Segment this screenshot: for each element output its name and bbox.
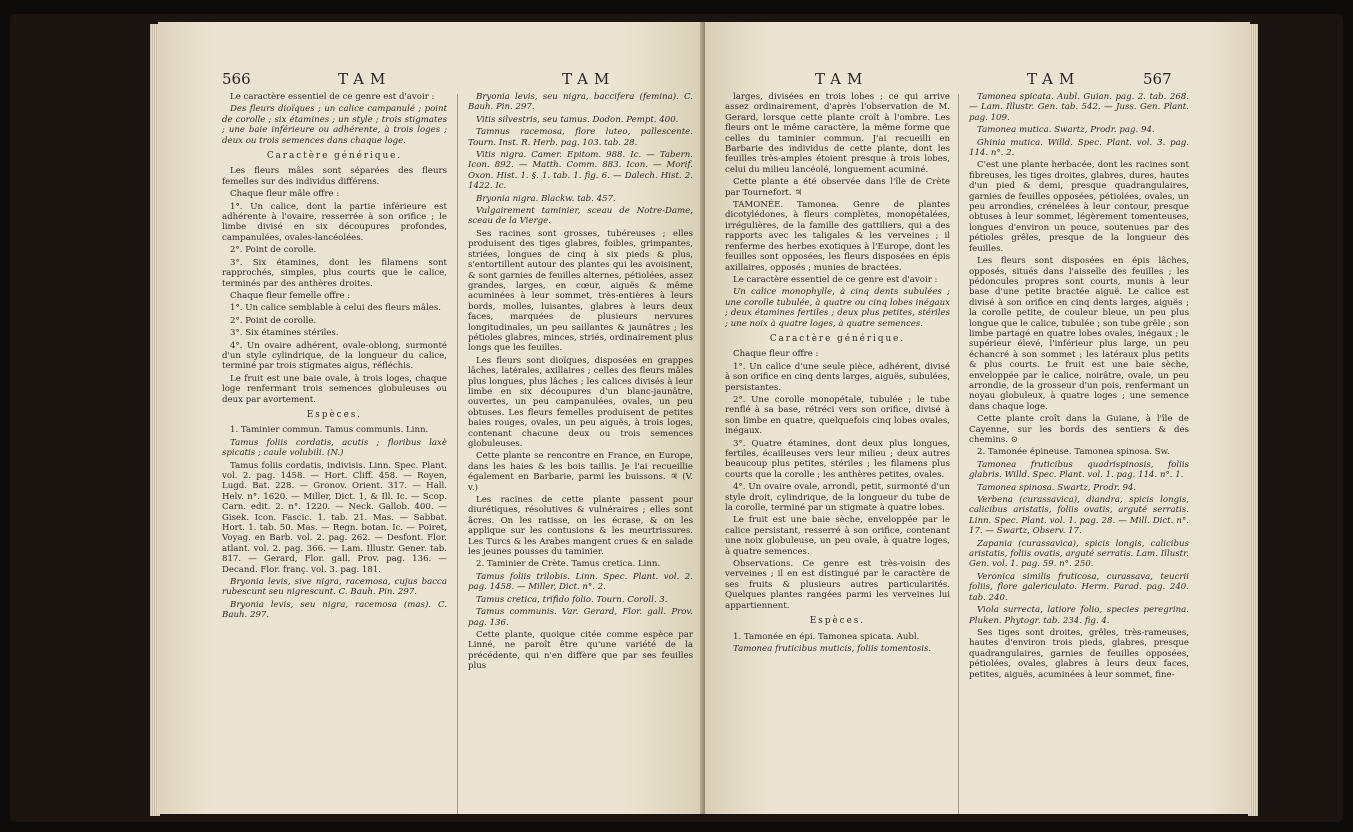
paragraph: 3°. Quatre étamines, dont deux plus longues, fertiles, écailleuses vers leur milieu ; deux autres beaucoup plus petites, stériles ; les filamens plus courts que la corolle ; les anthères petites, ovales. (725, 438, 950, 480)
paragraph: Tamonea spinosa. Swartz, Prodr. 94. (977, 482, 1137, 493)
section-heading: Espèces. (809, 616, 866, 627)
paragraph: Verbena (curassavica), diandra, spicis longis, calicibus aristatis, foliis ovatis, arguté serratis. Linn. Spec. Plant. vol. 1. pag. 28. — Mill. Dict. n°. 17. — Swartz, Observ. 17. (969, 495, 1189, 537)
column-rule (457, 94, 458, 814)
left-column-2 (468, 92, 693, 674)
right-column-2 (969, 92, 1189, 682)
paragraph: Viola surrecta, latiore folio, species peregrina. Pluken. Phytogr. tab. 234. fig. 4. (969, 605, 1189, 626)
paragraph: larges, divisées en trois lobes ; ce qui arrive assez ordinairement, d'après l'observation de M. Gerard, lorsque cette plante croît à l'ombre. Les fleurs ont le même caractère, la même forme que celles du taminier commun. J'ai recueilli en Barbarie des individus de cette plante, dont les feuilles très-amples étoient presque à trois lobes, celui du milieu lancéolé, longuement acuminé. (725, 92, 950, 175)
paragraph: 4°. Un ovaire adhérent, ovale-oblong, surmonté d'un style cylindrique, de la longueur du calice, terminé par trois stigmates aigus, réfléchis. (222, 340, 447, 372)
paragraph: Cette plante croît dans la Guiane, à l'île de Cayenne, sur les bords des sentiers & des chemins. ⊙ (969, 414, 1189, 445)
paragraph: Les fleurs sont disposées en épis lâches, opposés, situés dans l'aisselle des feuilles ; les pédoncules propres sont courts, munis à leur base d'une petite bractée aiguë. Le calice est divisé à son orifice en cinq dents larges, aiguës ; la corolle petite, de couleur bleue, un peu plus longue que le calice, tubulée ; son tube grêle ; son limbe partagé en quatre lobes ovales, inégaux ; le supérieur élevé, l'inférieur plus large, un peu échancré à son sommet ; les latéraux plus petits & plus courts. Le fruit est une baie sèche, enveloppée par le calice, noirâtre, ovale, un peu arrondie, de la grosseur d'un pois, renfermant un noyau globuleux, à quatre loges ; une semence dans chaque loge. (969, 256, 1189, 412)
paragraph: 1°. Un calice d'une seule pièce, adhérent, divisé à son orifice en cinq dents larges, aiguës, subulées, persistantes. (725, 361, 950, 393)
paragraph: 2°. Une corolle monopétale, tubulée ; le tube renflé à sa base, rétréci vers son orifice, divisé à son limbe en quatre, quelquefois cinq lobes ovales, inégaux. (725, 394, 950, 437)
right-page (705, 22, 1250, 814)
paragraph: Cette plante a été observée dans l'île de Crète par Tournefort. ♃ (725, 177, 950, 198)
running-head: TAM (562, 70, 616, 88)
left-column-1 (222, 92, 447, 623)
paragraph: Un calice monophylle, à cinq dents subulées ; une corolle tubulée, à quatre ou cinq lobes inégaux ; deux étamines fertiles ; deux plus petites, stériles ; une noix à quatre loges, à quatre semences. (725, 287, 950, 329)
paragraph: Vitis nigra. Camer. Epitom. 988. Ic. — Tabern. Icon. 892. — Matth. Comm. 883. Icon. — Morif. Oxon. Hist. 1. §. 1. tab. 1. fig. 6. — Dalech. Hist. 2. 1422. Ic. (468, 150, 693, 192)
paragraph: Chaque fleur mâle offre : (230, 189, 340, 200)
paragraph: Bryonia levis, seu nigra, racemosa (mas). C. Bauh. 297. (222, 599, 447, 621)
paragraph: 3°. Six étamines, dont les filamens sont rapprochés, simples, plus courts que le calice, terminés par des anthères droites. (222, 257, 447, 289)
paragraph: Tamonea fruticibus muticis, foliis tomentosis. (733, 643, 932, 654)
paragraph: Vulgairement taminier, sceau de Notre-Dame, sceau de la Vierge. (468, 206, 693, 227)
paragraph: Chaque fleur femelle offre : (230, 290, 351, 301)
paragraph: 3°. Six étamines stériles. (230, 328, 339, 339)
paragraph: 1. Tamonée en épi. Tamonea spicata. Aubl. (733, 631, 920, 642)
paragraph: Tamus foliis cordatis, indivisis. Linn. Spec. Plant. vol. 2. pag. 1458. — Hort. Cliff. 458. — Royen, Lugd. Bat. 228. — Gronov. Orient. 317. — Hall. Helv. n°. 1620. — Miller, Dict. 1, & Ill. Ic. — Scop. Carn. edit. 2. n°. 1220. — Neck. Gallob. 400. — Gisek. Icon. Fascic. 1. tab. 21. Mas. — Sabbat. Hort. 1. tab. 50. Mas. — Regn. botan. Ic. — Poiret, Voyag. en Barb. vol. 2. pag. 262. — Desfont. Flor. atlant. vol. 2. pag. 366. — Lam. Illustr. Gener. tab. 817. — Gerard, Flor. gall. Prov. pag. 136. — Decand. Flor. franç. vol. 3. pag. 181. (222, 460, 447, 575)
paragraph: Tamonea fruticibus quadrispinosis, foliis glabris. Willd. Spec. Plant. vol. 1. pag. 114. n°. 1. (969, 459, 1189, 481)
paragraph: Ghinia mutica. Willd. Spec. Plant. vol. 3. pag. 114. n°. 2. (969, 137, 1189, 159)
paragraph: Observations. Ce genre est très-voisin des verveines ; il en est distingué par le caractère de ses fruits & plusieurs autres particularités. Quelques plantes rangées parmi les verveines lui appartiennent. (725, 559, 950, 611)
running-head: TAM (338, 70, 392, 88)
paragraph: Tamnus racemosa, flore luteo, pallescente. Tourn. Inst. R. Herb. pag. 103. tab. 28. (468, 127, 693, 148)
paragraph: Tamus foliis trilobis. Linn. Spec. Plant. vol. 2. pag. 1458. — Miller, Dict. n°. 2. (468, 571, 693, 593)
page-number: 566 (222, 70, 251, 88)
paragraph: Les fleurs mâles sont séparées des fleurs femelles sur des individus différens. (222, 166, 447, 187)
right-column-1 (725, 92, 950, 656)
paragraph: Le fruit est une baie sèche, enveloppée par le calice persistant, resserré à son orifice, contenant une noix globuleuse, un peu ovale, à quatre loges, à quatre semences. (725, 515, 950, 557)
paragraph: Les fleurs sont dioïques, disposées en grappes lâches, latérales, axillaires ; celles des fleurs mâles plus longues, plus lâches ; les calices divisés à leur limbe en six découpures d'un blanc-jaunâtre, ouvertes, un peu campanulées, ovales, un peu obtuses. Les fleurs femelles produisent de petites baies rouges, ovales, un peu aiguës, à trois loges, contenant chacune deux ou trois semences globuleuses. (468, 355, 693, 449)
paragraph: Tamonea spicata. Aubl. Guian. pag. 2. tab. 268. — Lam. Illustr. Gen. tab. 542. — Juss. Gen. Plant. pag. 109. (969, 92, 1189, 123)
paragraph: Tamus foliis cordatis, acutis ; floribus laxè spicatis ; caule volubili. (N.) (222, 437, 447, 459)
paragraph: Cette plante se rencontre en France, en Europe, dans les haies & les bois taillis. Je l'ai recueillie également en Barbarie, parmi les buissons. ♃ (V. v.) (468, 451, 693, 493)
paragraph: 1°. Un calice semblable à celui des fleurs mâles. (230, 303, 441, 314)
left-page (158, 22, 703, 814)
paragraph: Des fleurs dioïques ; un calice campanulé ; point de corolle ; six étamines ; un style ; trois stigmates ; une baie inférieure ou adhérente, à trois loges ; deux ou trois semences dans chaque loge. (222, 104, 447, 146)
paragraph: Ses racines sont grosses, tubéreuses ; elles produisent des tiges glabres, foibles, grimpantes, striées, longues de cinq à six pieds & plus, s'entortillent autour des plantes qui les avoisinent, & sont garnies de feuilles alternes, pétiolées, assez grandes, larges, en cœur, aiguës & même acuminées à leur sommet, très-entières à leurs bords, molles, luisantes, glabres à leurs deux faces, marquées de plusieurs nervures longitudinales, un peu saillantes & jaunâtres ; les pétioles glabres, minces, striés, ordinairement plus longs que les feuilles. (468, 228, 693, 354)
paragraph: 4°. Un ovaire ovale, arrondi, petit, surmonté d'un style droit, cylindrique, de la longueur du tube de la corolle, terminé par un stigmate à quatre lobes. (725, 482, 950, 514)
paragraph: C'est une plante herbacée, dont les racines sont fibreuses, les tiges droites, glabres, dures, hautes d'un pied & demi, presque quadrangulaires, garnies de feuilles opposées, pétiolées, ovales, un peu arrondies, crénelées à leur contour, presque obtuses à leur sommet, légèrement tomenteuses, longues d'environ un pouce, soutenues par des pétioles grêles, presque de la longueur des feuilles. (969, 160, 1189, 254)
section-heading: Espèces. (306, 409, 363, 420)
paragraph: Tamus communis. Var. Gerard, Flor. gall. Prov. pag. 136. (468, 607, 693, 628)
paragraph: Tamonea mutica. Swartz, Prodr. pag. 94. (977, 125, 1155, 136)
paragraph: TAMONÉE. Tamonea. Genre de plantes dicotylédones, à fleurs complètes, monopétalées, irrégulières, de la famille des gattiliers, qui a des rapports avec les taligales & les verveines ; il renferme des herbes exotiques à l'Europe, dont les feuilles sont opposées, les fleurs disposées en épis axillaires, opposés ; munies de bractées. (725, 200, 950, 273)
paragraph: 2. Tamonée épineuse. Tamonea spinosa. Sw. (977, 447, 1170, 458)
section-heading: Caractère générique. (769, 333, 906, 344)
paragraph: Veronica similis fruticosa, curassava, teucrii foliis, flore galericulato. Herm. Parad. pag. 240. tab. 240. (969, 571, 1189, 603)
paragraph: Le caractère essentiel de ce genre est d'avoir : (733, 274, 938, 285)
section-heading: Caractère générique. (266, 151, 403, 162)
paragraph: Chaque fleur offre : (733, 349, 819, 360)
paragraph: 2. Taminier de Crète. Tamus cretica. Linn. (476, 559, 661, 570)
paragraph: Vitis silvestris, seu tamus. Dodon. Pempt. 400. (476, 114, 679, 125)
paragraph: 1. Taminier commun. Tamus communis. Linn. (230, 425, 429, 436)
paragraph: Le caractère essentiel de ce genre est d'avoir : (230, 92, 435, 102)
running-head: TAM (815, 70, 869, 88)
paragraph: Zapania (curassavica), spicis longis, calicibus aristatis, foliis ovatis, arguté serratis. Lam. Illustr. Gen. vol. 1. pag. 59. n°. 250. (969, 538, 1189, 570)
paragraph: Bryonia nigra. Blackw. tab. 457. (476, 193, 616, 204)
paragraph: Tamus cretica, trifido folio. Tourn. Coroll. 3. (476, 594, 668, 605)
column-rule (958, 94, 959, 814)
paragraph: Cette plante, quoique citée comme espèce par Linné, ne paroît être qu'une variété de la précédente, qui n'en diffère que par ses feuilles plus (468, 629, 693, 672)
paragraph: Le fruit est une baie ovale, à trois loges, chaque loge renfermant trois semences globuleuses ou deux par avortement. (222, 373, 447, 405)
paragraph: 2°. Point de corolle. (230, 245, 317, 256)
paragraph: Bryonia levis, sive nigra, racemosa, cujus bacca rubescunt seu nigrescunt. C. Bauh. Pin. 297. (222, 577, 447, 598)
paragraph: 1°. Un calice, dont la partie inférieure est adhérente à l'ovaire, resserrée à son orifice ; le limbe divisé en six découpures profondes, campanulées, ovales-lancéolées. (222, 201, 447, 243)
running-head: TAM (1027, 70, 1081, 88)
paragraph: Ses tiges sont droites, grêles, très-rameuses, hautes d'environ trois pieds, glabres, presque quadrangulaires, garnies de feuilles opposées, pétiolées, ovales, glabres à leurs deux faces, petites, aiguës, acuminées à leur sommet, fine- (969, 627, 1189, 680)
paragraph: Bryonia levis, seu nigra, baccifera (femina). C. Bauh. Pin. 297. (468, 92, 693, 113)
page-number: 567 (1143, 70, 1172, 88)
paragraph: 2°. Point de corolle. (230, 315, 317, 326)
paragraph: Les racines de cette plante passent pour diurétiques, résolutives & vulnéraires ; elles sont âcres. On les ratisse, on les écrase, & on les applique sur les contusions & les meurtrissures. Les Turcs & les Arabes mangent crues & en salade les jeunes pousses du taminier. (468, 495, 693, 558)
